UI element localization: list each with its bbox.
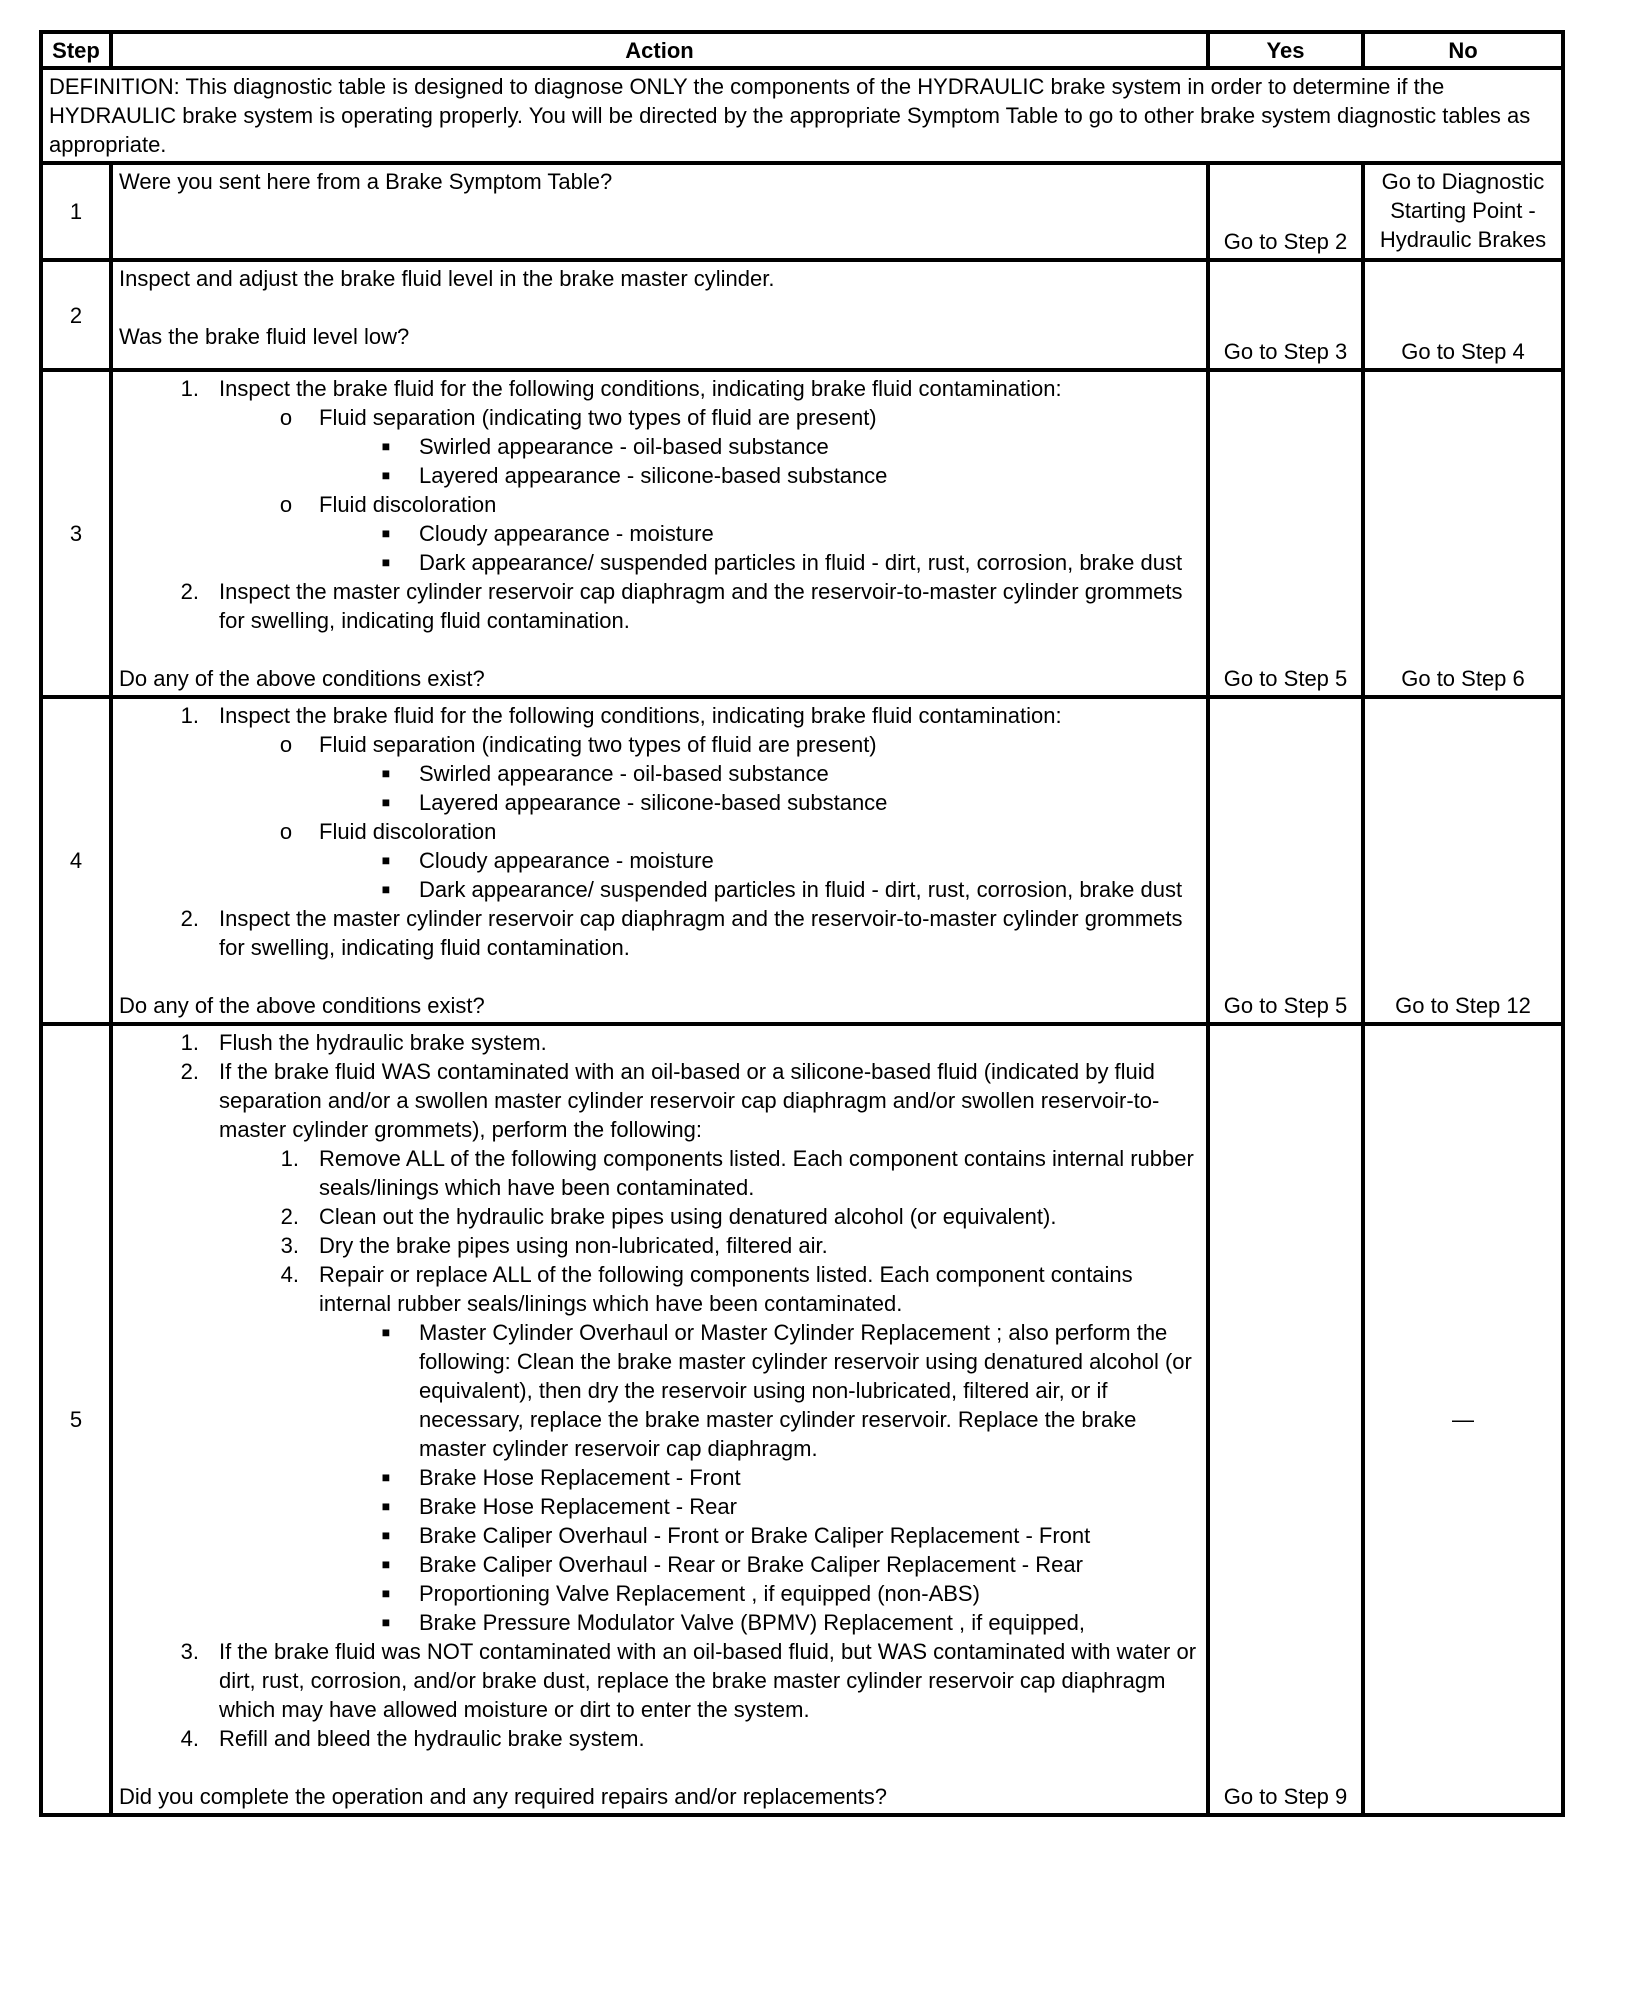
list-item: o Fluid discoloration — [279, 819, 497, 844]
header-yes: Yes — [1208, 32, 1363, 68]
yes-cell: Go to Step 9 — [1208, 1024, 1363, 1815]
action-cell — [111, 1024, 1208, 1815]
list-item: o Fluid discoloration — [279, 492, 497, 517]
definition-row — [41, 68, 1563, 163]
yes-cell: Go to Step 2 — [1208, 163, 1363, 260]
list-item: ■ Layered appearance - silicone-based substance — [381, 463, 888, 488]
table-row — [41, 1024, 1563, 1815]
list-item: ■ Cloudy appearance - moisture — [381, 521, 714, 546]
list-item: ■ Master Cylinder Overhaul or Master Cylinder Replacement ; also perform the following: Clean the brake master cylinder reservoir using denatured alcohol (or equivalent), then dry the reservoir using non-lubricated, filtered air, or if necessary, replace the brake master cylinder reservoir. Replace the brake master cylinder reservoir cap diaphragm. — [381, 1320, 1192, 1461]
step-number: 5 — [41, 1024, 111, 1815]
question-text: Do any of the above conditions exist? — [119, 666, 485, 691]
header-no: No — [1363, 32, 1563, 68]
step-number: 4 — [41, 697, 111, 1024]
list-item: 3. Dry the brake pipes using non-lubricated, filtered air. — [280, 1233, 828, 1258]
question-text: Was the brake fluid level low? — [119, 324, 410, 349]
list-item: 4. Refill and bleed the hydraulic brake system. — [180, 1726, 645, 1751]
list-item: o Fluid separation (indicating two types of fluid are present) — [279, 405, 877, 430]
list-item: 4. Repair or replace ALL of the following components listed. Each component contains internal rubber seals/linings which have been contaminated. — [280, 1262, 1133, 1316]
list-item: ■ Proportioning Valve Replacement , if equipped (non-ABS) — [381, 1581, 980, 1606]
list-item: ■ Brake Caliper Overhaul - Front or Brake Caliper Replacement - Front — [381, 1523, 1091, 1548]
list-item: ■ Brake Pressure Modulator Valve (BPMV) Replacement , if equipped, — [381, 1610, 1086, 1635]
no-cell: Go to Diagnostic Starting Point - Hydraulic Brakes — [1363, 163, 1563, 260]
header-step: Step — [41, 32, 111, 68]
list-item: 1. Flush the hydraulic brake system. — [180, 1030, 547, 1055]
step-number: 3 — [41, 370, 111, 697]
list-item: ■ Dark appearance/ suspended particles in fluid - dirt, rust, corrosion, brake dust — [381, 550, 1183, 575]
list-item: 2. If the brake fluid WAS contaminated with an oil-based or a silicone-based fluid (indicated by fluid separation and/or a swollen master cylinder reservoir cap diaphragm and/or swollen reservoir-to-master cylinder grommets), perform the following: — [180, 1059, 1160, 1142]
list-item: 2. Inspect the master cylinder reservoir cap diaphragm and the reservoir-to-master cylinder grommets for swelling, indicating fluid contamination. — [180, 579, 1183, 633]
yes-cell: Go to Step 5 — [1208, 370, 1363, 697]
list-item: ■ Swirled appearance - oil-based substance — [381, 434, 829, 459]
list-item: 1. Remove ALL of the following components listed. Each component contains internal rubber seals/linings which have been contaminated. — [280, 1146, 1194, 1200]
yes-cell: Go to Step 3 — [1208, 260, 1363, 370]
list-item: 3. If the brake fluid was NOT contaminated with an oil-based fluid, but WAS contaminated with water or dirt, rust, corrosion, and/or brake dust, replace the brake master cylinder reservoir cap diaphragm which may have allowed moisture or dirt to enter the system. — [180, 1639, 1197, 1722]
yes-cell: Go to Step 5 — [1208, 697, 1363, 1024]
action-cell — [111, 370, 1208, 697]
no-cell: Go to Step 4 — [1363, 260, 1563, 370]
action-text: Inspect and adjust the brake fluid level in the brake master cylinder. — [119, 266, 775, 291]
header-action: Action — [111, 32, 1208, 68]
no-cell: Go to Step 6 — [1363, 370, 1563, 697]
list-item: 2. Inspect the master cylinder reservoir cap diaphragm and the reservoir-to-master cylinder grommets for swelling, indicating fluid contamination. — [180, 906, 1183, 960]
question-text: Do any of the above conditions exist? — [119, 993, 485, 1018]
definition-text: DEFINITION: This diagnostic table is designed to diagnose ONLY the components of the HYDRAULIC brake system in order to determine if the HYDRAULIC brake system is operating properly. You will be directed by the appropriate Symptom Table to go to other brake system diagnostic tables as appropriate. — [41, 68, 1563, 163]
list-item: ■ Cloudy appearance - moisture — [381, 848, 714, 873]
list-item: ■ Brake Hose Replacement - Rear — [381, 1494, 737, 1519]
action-cell — [111, 260, 1208, 370]
list-item: ■ Swirled appearance - oil-based substance — [381, 761, 829, 786]
list-item: ■ Brake Hose Replacement - Front — [381, 1465, 741, 1490]
table-row — [41, 163, 1563, 260]
table-row — [41, 370, 1563, 697]
list-item: 2. Clean out the hydraulic brake pipes using denatured alcohol (or equivalent). — [280, 1204, 1057, 1229]
step-number: 2 — [41, 260, 111, 370]
table-row — [41, 260, 1563, 370]
diagnostic-table — [39, 30, 1565, 1817]
list-item: 1. Inspect the brake fluid for the following conditions, indicating brake fluid contamination: — [180, 376, 1062, 401]
action-cell — [111, 697, 1208, 1024]
list-item: ■ Brake Caliper Overhaul - Rear or Brake Caliper Replacement - Rear — [381, 1552, 1083, 1577]
action-cell — [111, 163, 1208, 260]
list-item: ■ Dark appearance/ suspended particles in fluid - dirt, rust, corrosion, brake dust — [381, 877, 1183, 902]
header-row — [41, 32, 1563, 68]
list-item: 1. Inspect the brake fluid for the following conditions, indicating brake fluid contamination: — [180, 703, 1062, 728]
table-row — [41, 697, 1563, 1024]
list-item: ■ Layered appearance - silicone-based substance — [381, 790, 888, 815]
question-text: Were you sent here from a Brake Symptom Table? — [119, 169, 613, 194]
question-text: Did you complete the operation and any required repairs and/or replacements? — [119, 1784, 888, 1809]
no-cell: Go to Step 12 — [1363, 697, 1563, 1024]
step-number: 1 — [41, 163, 111, 260]
no-cell: — — [1363, 1024, 1563, 1815]
list-item: o Fluid separation (indicating two types of fluid are present) — [279, 732, 877, 757]
